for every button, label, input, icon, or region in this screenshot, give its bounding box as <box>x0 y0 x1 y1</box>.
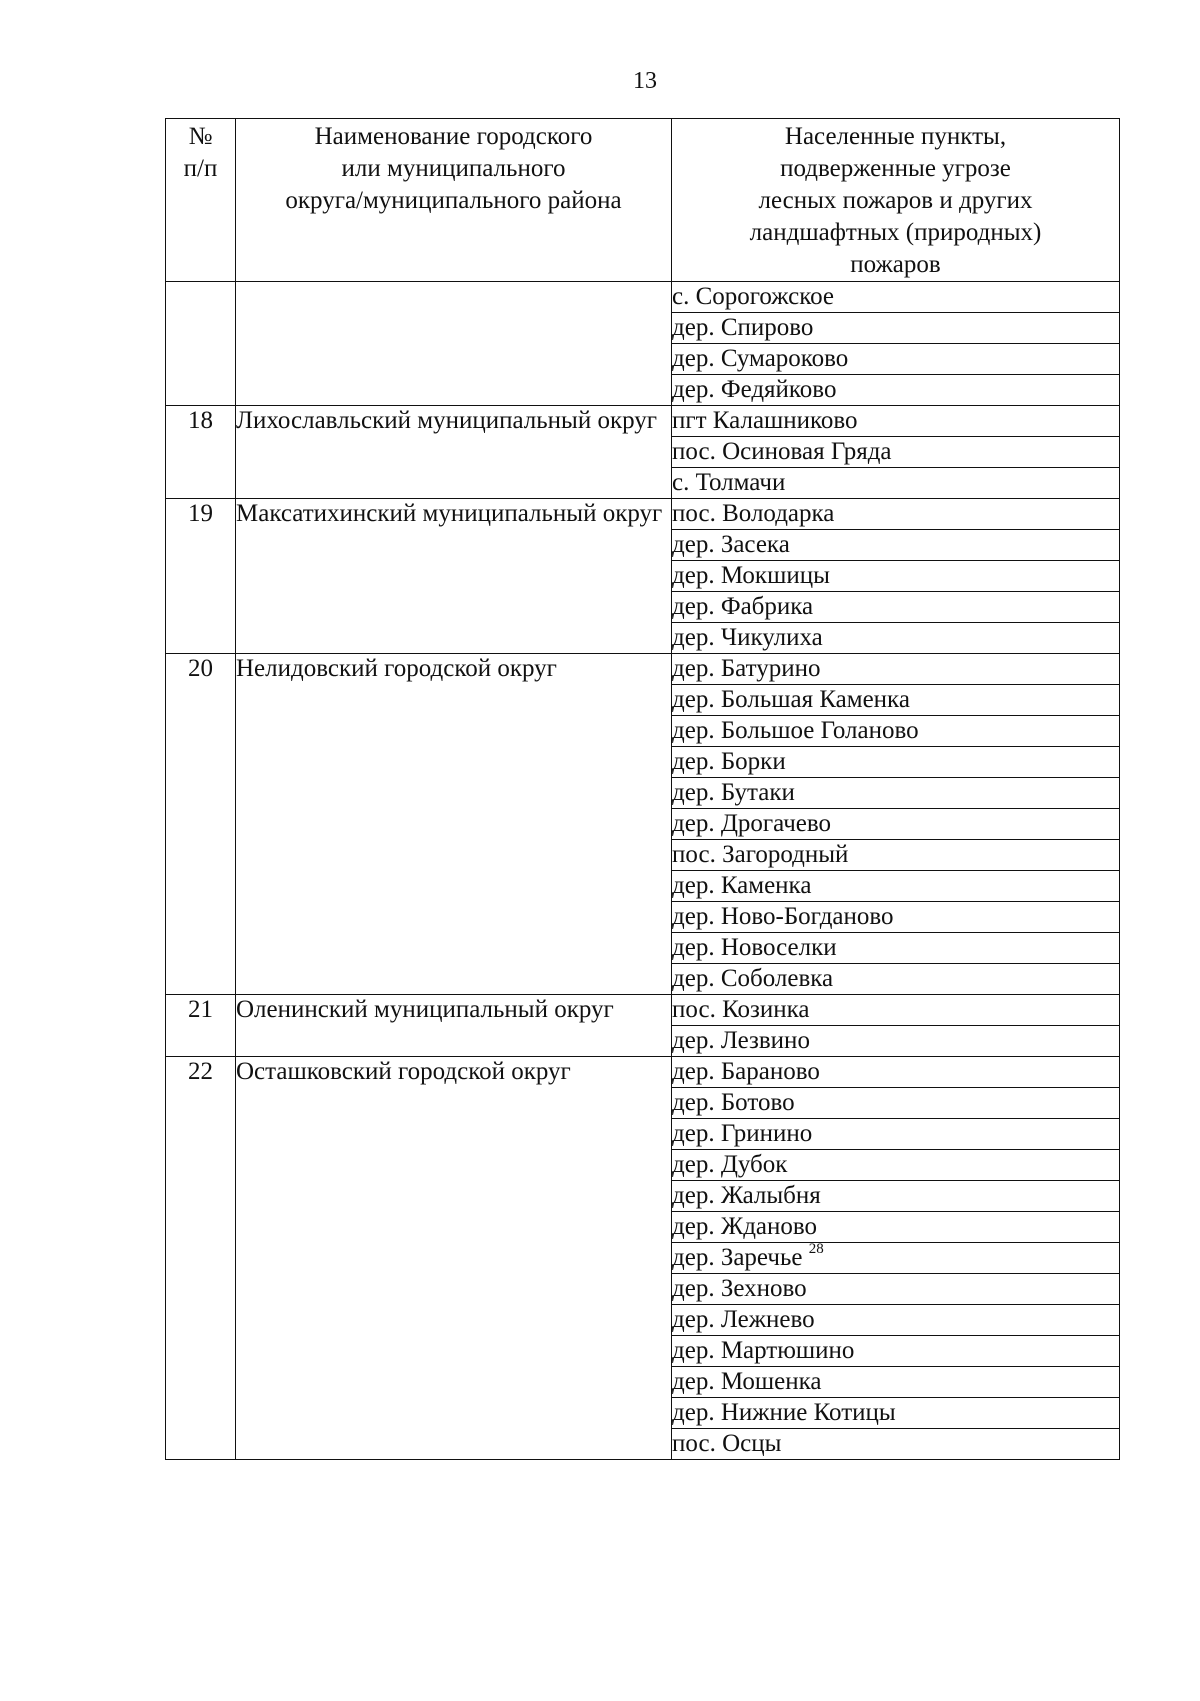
settlement-cell <box>672 437 1120 468</box>
settlement-cell <box>672 561 1120 592</box>
table-row <box>166 282 1120 313</box>
settlement-cell <box>672 778 1120 809</box>
settlement-cell <box>672 902 1120 933</box>
settlement-name: пос. Осцы <box>672 1430 782 1457</box>
settlement-cell <box>672 530 1120 561</box>
settlement-name: дер. Сумароково <box>672 345 849 372</box>
settlement-name: дер. Новоселки <box>672 934 837 961</box>
row-number: 20 <box>166 654 236 995</box>
settlements-table <box>165 118 1120 1460</box>
settlement-name: дер. Дрогачево <box>672 810 832 837</box>
row-number <box>166 282 236 406</box>
settlement-name: дер. Мошенка <box>672 1368 822 1395</box>
settlement-cell <box>672 406 1120 437</box>
settlement-cell <box>672 685 1120 716</box>
settlement-name: дер. Каменка <box>672 872 812 899</box>
settlement-cell <box>672 1305 1120 1336</box>
settlement-cell <box>672 1243 1120 1274</box>
settlement-cell <box>672 1119 1120 1150</box>
header-number-text: № п/п <box>183 123 218 182</box>
settlement-cell <box>672 1150 1120 1181</box>
settlement-name: дер. Дубок <box>672 1151 788 1178</box>
table-row <box>166 406 1120 437</box>
settlement-cell <box>672 1026 1120 1057</box>
settlement-cell <box>672 747 1120 778</box>
settlement-cell <box>672 499 1120 530</box>
footnote-marker: 28 <box>808 1241 824 1257</box>
header-number <box>166 119 236 282</box>
district-name: Максатихинский муниципальный округ <box>236 499 672 654</box>
settlement-cell <box>672 592 1120 623</box>
settlement-name: дер. Зехново <box>672 1275 807 1302</box>
settlement-cell <box>672 654 1120 685</box>
settlement-name: дер. Большое Голаново <box>672 717 919 744</box>
header-settlements-text: Населенные пункты, подверженные угрозе лесных пожаров и других ландшафтных (природных) пожаров <box>749 123 1042 278</box>
settlement-name: дер. Соболевка <box>672 965 834 992</box>
settlement-name: дер. Батурино <box>672 655 821 682</box>
settlement-name: дер. Федяйково <box>672 376 837 403</box>
settlement-name: дер. Мокшицы <box>672 562 830 589</box>
settlement-name: дер. Жалыбня <box>672 1182 821 1209</box>
row-number: 21 <box>166 995 236 1057</box>
district-name: Нелидовский городской округ <box>236 654 672 995</box>
settlement-name: дер. Спирово <box>672 314 814 341</box>
settlement-cell <box>672 375 1120 406</box>
table-row <box>166 499 1120 530</box>
settlement-name: пгт Калашниково <box>672 407 858 434</box>
settlement-name: дер. Борки <box>672 748 786 775</box>
district-name <box>236 282 672 406</box>
settlement-cell <box>672 840 1120 871</box>
settlement-cell <box>672 995 1120 1026</box>
table-header-row <box>166 119 1120 282</box>
settlement-cell <box>672 809 1120 840</box>
settlement-cell <box>672 1336 1120 1367</box>
header-settlements <box>672 119 1120 282</box>
settlement-name: дер. Бутаки <box>672 779 795 806</box>
row-number: 18 <box>166 406 236 499</box>
settlement-name: пос. Козинка <box>672 996 810 1023</box>
settlement-cell <box>672 1181 1120 1212</box>
settlement-name: дер. Засека <box>672 531 790 558</box>
settlement-cell <box>672 282 1120 313</box>
settlement-name: с. Сорогожское <box>672 283 834 310</box>
settlement-name: дер. Фабрика <box>672 593 814 620</box>
settlement-name: дер. Бараново <box>672 1058 820 1085</box>
settlement-name: дер. Заречье <box>672 1244 803 1271</box>
settlement-cell <box>672 871 1120 902</box>
page-number: 13 <box>633 68 657 94</box>
settlement-cell <box>672 1398 1120 1429</box>
settlement-cell <box>672 964 1120 995</box>
settlement-name: пос. Володарка <box>672 500 835 527</box>
settlement-cell <box>672 1429 1120 1460</box>
settlement-cell <box>672 623 1120 654</box>
row-number: 19 <box>166 499 236 654</box>
settlement-cell <box>672 1057 1120 1088</box>
settlement-name: дер. Чикулиха <box>672 624 823 651</box>
row-number: 22 <box>166 1057 236 1460</box>
settlement-cell <box>672 313 1120 344</box>
header-district-name <box>236 119 672 282</box>
settlement-name: пос. Загородный <box>672 841 849 868</box>
settlement-name: дер. Ботово <box>672 1089 795 1116</box>
settlement-name: дер. Большая Каменка <box>672 686 910 713</box>
table-row <box>166 1057 1120 1088</box>
settlement-cell <box>672 344 1120 375</box>
settlement-cell <box>672 1367 1120 1398</box>
table-row <box>166 654 1120 685</box>
district-name: Лихославльский муниципальный округ <box>236 406 672 499</box>
settlement-cell <box>672 468 1120 499</box>
settlement-cell <box>672 933 1120 964</box>
table-body <box>166 282 1120 1460</box>
settlement-cell <box>672 1212 1120 1243</box>
settlement-name: дер. Нижние Котицы <box>672 1399 896 1426</box>
settlement-name: пос. Осиновая Гряда <box>672 438 892 465</box>
district-name: Осташковский городской округ <box>236 1057 672 1460</box>
table-row <box>166 995 1120 1026</box>
settlement-name: с. Толмачи <box>672 469 786 496</box>
settlement-name: дер. Мартюшино <box>672 1337 855 1364</box>
settlement-name: дер. Лежнево <box>672 1306 815 1333</box>
settlement-name: дер. Жданово <box>672 1213 818 1240</box>
settlement-name: дер. Лезвино <box>672 1027 810 1054</box>
settlement-cell <box>672 716 1120 747</box>
settlement-cell <box>672 1274 1120 1305</box>
settlement-cell <box>672 1088 1120 1119</box>
header-district-name-text: Наименование городского или муниципального округа/муниципального района <box>285 123 622 214</box>
settlement-name: дер. Гринино <box>672 1120 813 1147</box>
district-name: Оленинский муниципальный округ <box>236 995 672 1057</box>
settlement-name: дер. Ново-Богданово <box>672 903 894 930</box>
